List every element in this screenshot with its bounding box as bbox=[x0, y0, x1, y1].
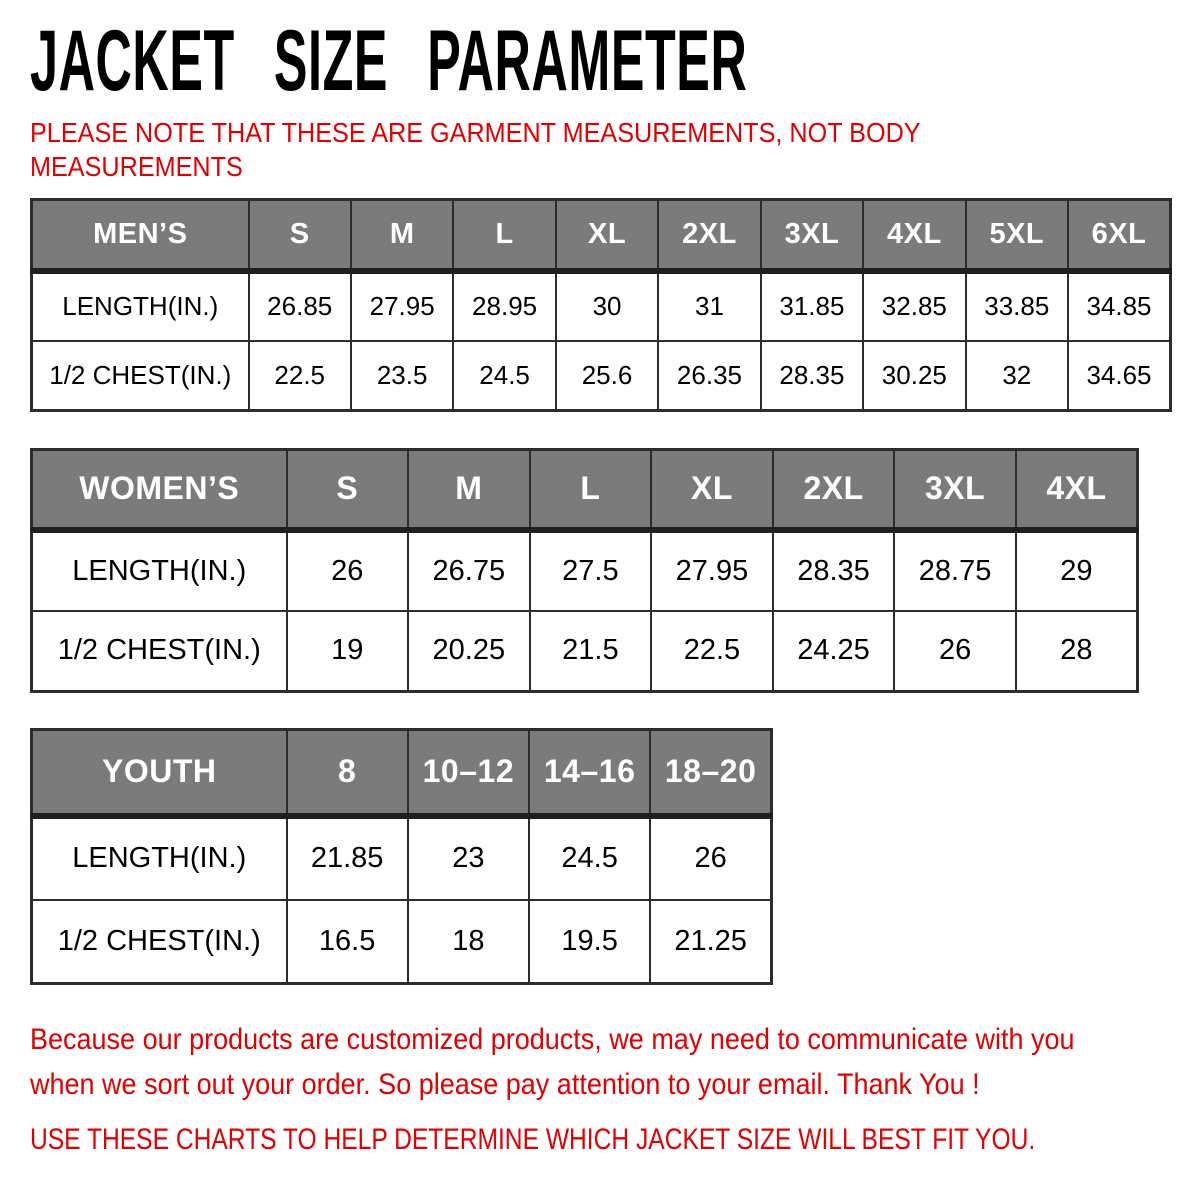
value-cell: 34.85 bbox=[1068, 271, 1171, 341]
value-cell: 23 bbox=[408, 816, 529, 900]
size-header-cell: 5XL bbox=[966, 200, 1068, 271]
size-header-cell: 18–20 bbox=[650, 730, 771, 816]
table-title-cell: MEN’S bbox=[32, 200, 249, 271]
value-cell: 23.5 bbox=[351, 341, 453, 411]
size-header-cell: 2XL bbox=[658, 200, 760, 271]
value-cell: 27.5 bbox=[530, 530, 652, 611]
custom-order-note bbox=[30, 1017, 1170, 1107]
note-line: when we sort out your order. So please pay attention to your email. Thank You ! bbox=[30, 1068, 980, 1101]
value-cell: 19 bbox=[287, 611, 409, 692]
value-cell: 26 bbox=[894, 611, 1016, 692]
value-cell: 26 bbox=[650, 816, 771, 900]
value-cell: 26 bbox=[287, 530, 409, 611]
value-cell: 24.5 bbox=[453, 341, 555, 411]
value-cell: 16.5 bbox=[287, 900, 408, 984]
value-cell: 21.5 bbox=[530, 611, 652, 692]
note-line: MEASUREMENTS bbox=[30, 151, 243, 182]
value-cell: 33.85 bbox=[966, 271, 1068, 341]
table-title-cell: YOUTH bbox=[32, 730, 287, 816]
value-cell: 21.85 bbox=[287, 816, 408, 900]
data-row bbox=[32, 816, 772, 900]
size-header-cell: 3XL bbox=[894, 450, 1016, 530]
value-cell: 30.25 bbox=[863, 341, 965, 411]
page-title: JACKET SIZE PARAMETER bbox=[30, 13, 748, 109]
size-header-cell: 3XL bbox=[761, 200, 863, 271]
value-cell: 27.95 bbox=[651, 530, 773, 611]
table-title-cell: WOMEN’S bbox=[32, 450, 287, 530]
header-row bbox=[32, 730, 772, 816]
size-header-cell: M bbox=[408, 450, 530, 530]
data-row bbox=[32, 341, 1171, 411]
value-cell: 26.85 bbox=[249, 271, 351, 341]
womens-size-table bbox=[30, 448, 1139, 693]
size-header-cell: 10–12 bbox=[408, 730, 529, 816]
size-header-cell: L bbox=[530, 450, 652, 530]
value-cell: 30 bbox=[556, 271, 658, 341]
row-label-cell: 1/2 CHEST(IN.) bbox=[32, 900, 287, 984]
value-cell: 31 bbox=[658, 271, 760, 341]
garment-measurement-note bbox=[30, 116, 1170, 184]
row-label-cell: LENGTH(IN.) bbox=[32, 271, 249, 341]
value-cell: 29 bbox=[1016, 530, 1138, 611]
value-cell: 26.35 bbox=[658, 341, 760, 411]
value-cell: 26.75 bbox=[408, 530, 530, 611]
row-label-cell: LENGTH(IN.) bbox=[32, 816, 287, 900]
value-cell: 28.75 bbox=[894, 530, 1016, 611]
value-cell: 28.35 bbox=[773, 530, 895, 611]
note-line: PLEASE NOTE THAT THESE ARE GARMENT MEASUREMENTS, NOT BODY bbox=[30, 117, 921, 148]
row-label-cell: LENGTH(IN.) bbox=[32, 530, 287, 611]
size-header-cell: 2XL bbox=[773, 450, 895, 530]
size-header-cell: 4XL bbox=[1016, 450, 1138, 530]
data-row bbox=[32, 271, 1171, 341]
size-header-cell: XL bbox=[556, 200, 658, 271]
size-header-cell: S bbox=[287, 450, 409, 530]
note-line: Because our products are customized products, we may need to communicate with you bbox=[30, 1023, 1075, 1056]
header-row bbox=[32, 450, 1138, 530]
value-cell: 32 bbox=[966, 341, 1068, 411]
youth-size-table bbox=[30, 728, 773, 985]
size-header-cell: 14–16 bbox=[529, 730, 650, 816]
value-cell: 28 bbox=[1016, 611, 1138, 692]
value-cell: 22.5 bbox=[249, 341, 351, 411]
value-cell: 22.5 bbox=[651, 611, 773, 692]
value-cell: 28.95 bbox=[453, 271, 555, 341]
size-header-cell: XL bbox=[651, 450, 773, 530]
value-cell: 27.95 bbox=[351, 271, 453, 341]
value-cell: 24.5 bbox=[529, 816, 650, 900]
size-header-cell: L bbox=[453, 200, 555, 271]
size-header-cell: 4XL bbox=[863, 200, 965, 271]
value-cell: 32.85 bbox=[863, 271, 965, 341]
value-cell: 20.25 bbox=[408, 611, 530, 692]
data-row bbox=[32, 900, 772, 984]
header-row bbox=[32, 200, 1171, 271]
value-cell: 31.85 bbox=[761, 271, 863, 341]
data-row bbox=[32, 611, 1138, 692]
size-header-cell: 6XL bbox=[1068, 200, 1171, 271]
row-label-cell: 1/2 CHEST(IN.) bbox=[32, 611, 287, 692]
value-cell: 34.65 bbox=[1068, 341, 1171, 411]
value-cell: 28.35 bbox=[761, 341, 863, 411]
mens-size-table bbox=[30, 198, 1172, 412]
value-cell: 24.25 bbox=[773, 611, 895, 692]
value-cell: 25.6 bbox=[556, 341, 658, 411]
usage-note: USE THESE CHARTS TO HELP DETERMINE WHICH JACKET SIZE WILL BEST FIT YOU. bbox=[30, 1123, 1036, 1156]
value-cell: 21.25 bbox=[650, 900, 771, 984]
size-header-cell: M bbox=[351, 200, 453, 271]
row-label-cell: 1/2 CHEST(IN.) bbox=[32, 341, 249, 411]
size-header-cell: 8 bbox=[287, 730, 408, 816]
value-cell: 19.5 bbox=[529, 900, 650, 984]
size-header-cell: S bbox=[249, 200, 351, 271]
value-cell: 18 bbox=[408, 900, 529, 984]
data-row bbox=[32, 530, 1138, 611]
